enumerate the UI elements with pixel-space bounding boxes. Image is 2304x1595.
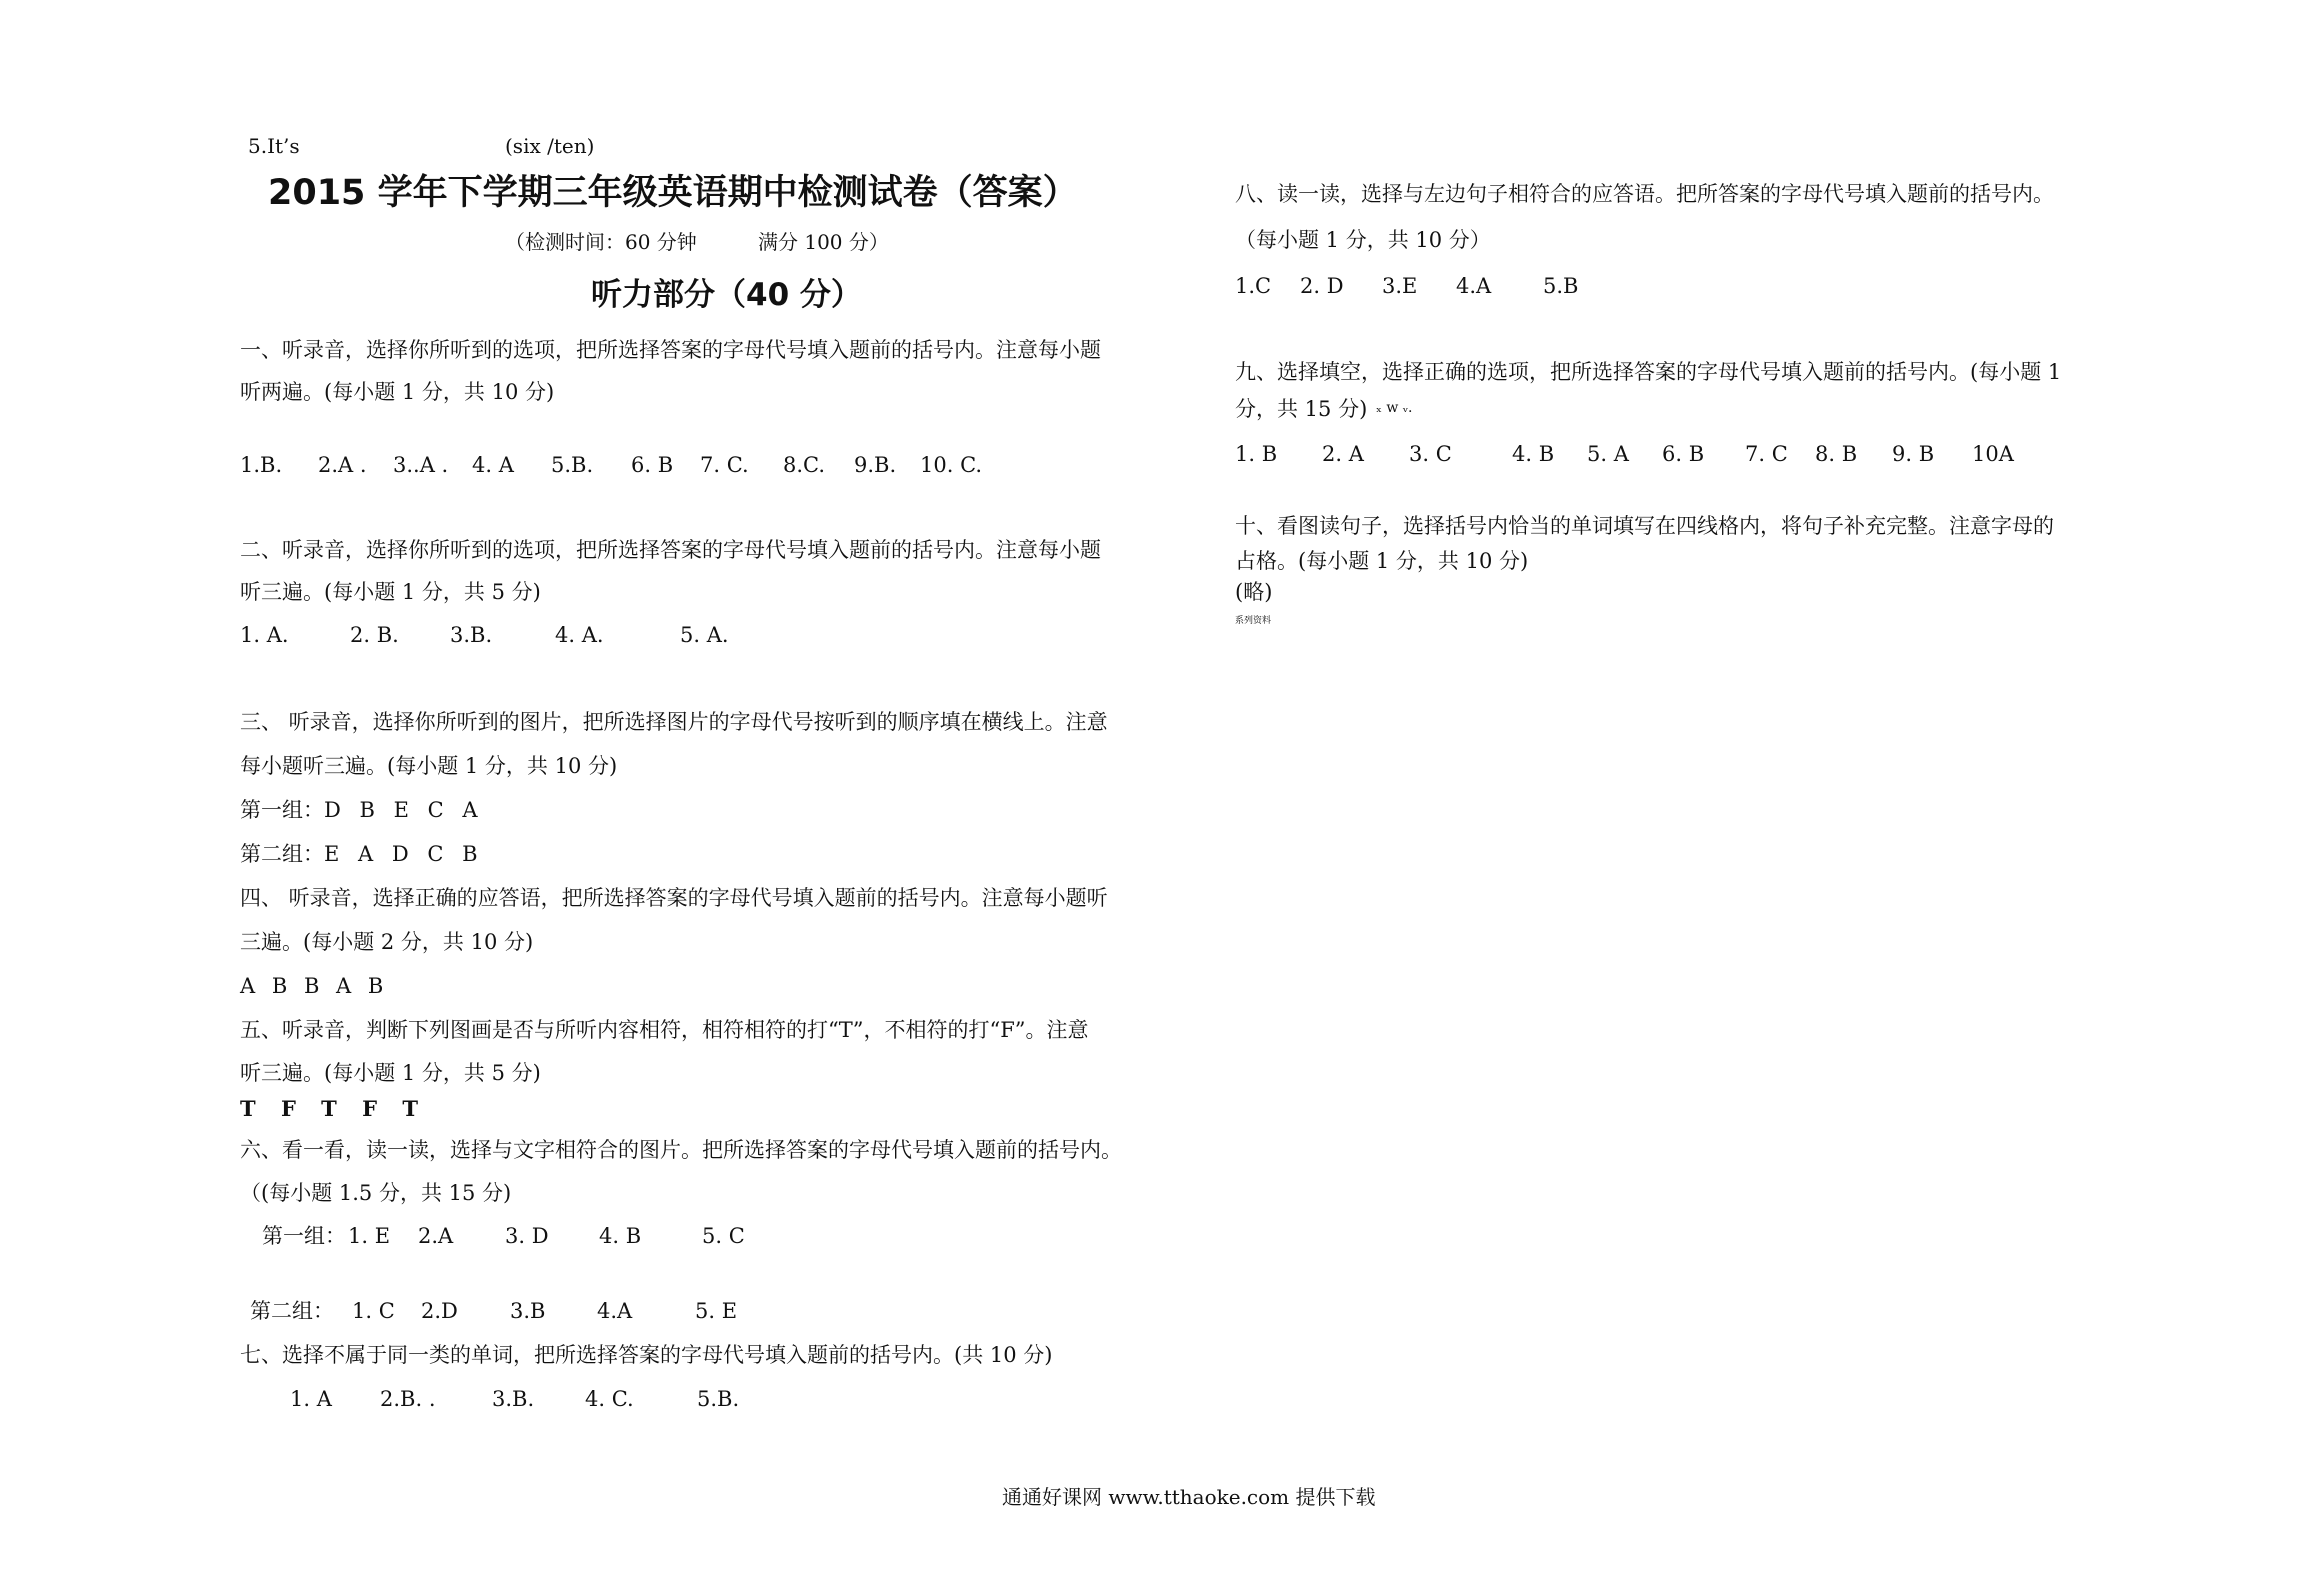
- sec1-answer-7: 7. C.: [700, 453, 749, 477]
- sec1-answer-10: 10. C.: [920, 453, 983, 477]
- sec3-group2: 第二组：E A D C B: [240, 842, 478, 866]
- sec7-answer-4: 4. C.: [585, 1387, 634, 1411]
- sec9-line2-marks: ₓ w ᵥ.: [1376, 400, 1413, 416]
- sec8-line2: （每小题 1 分，共 10 分）: [1235, 228, 1491, 252]
- sec1-answer-6: 6. B: [631, 453, 674, 477]
- sec9-line1: 九、选择填空，选择正确的选项，把所选择答案的字母代号填入题前的括号内。(每小题 1: [1235, 360, 2062, 384]
- sec6-group2-label: 第二组：: [250, 1299, 334, 1323]
- sec6-line1: 六、看一看，读一读，选择与文字相符合的图片。把所选择答案的字母代号填入题前的括号内。: [240, 1138, 1122, 1162]
- sec1-line2: 听两遍。(每小题 1 分，共 10 分): [240, 380, 555, 404]
- sec9-answer-2: 2. A: [1322, 442, 1364, 466]
- sec2-answer-3: 3.B.: [450, 623, 493, 647]
- sec10-line2: 占格。(每小题 1 分，共 10 分): [1235, 549, 1529, 573]
- sec9-answer-8: 8. B: [1815, 442, 1858, 466]
- sec7-line1: 七、选择不属于同一类的单词，把所选择答案的字母代号填入题前的括号内。(共 10 分): [240, 1343, 1053, 1367]
- sec9-answer-4: 4. B: [1512, 442, 1555, 466]
- sec9-answer-5: 5. A: [1587, 442, 1629, 466]
- sec6-group1-answer-3: 3. D: [505, 1224, 549, 1248]
- sec9-answer-6: 6. B: [1662, 442, 1705, 466]
- meta-score: 满分 100 分）: [758, 230, 889, 254]
- sec6-group2-answer-4: 4.A: [597, 1299, 633, 1323]
- listening-title: 听力部分（40 分）: [591, 277, 862, 313]
- sec2-answer-5: 5. A.: [680, 623, 729, 647]
- sec9-answer-10: 10A: [1972, 442, 2014, 466]
- sec6-group2-answer-3: 3.B: [510, 1299, 546, 1323]
- sec8-line1: 八、读一读，选择与左边句子相符合的应答语。把所答案的字母代号填入题前的括号内。: [1235, 182, 2054, 206]
- sec1-answer-8: 8.C.: [783, 453, 826, 477]
- sec6-group2-answer-5: 5. E: [695, 1299, 738, 1323]
- sec6-group1-answer-1: 1. E: [348, 1224, 391, 1248]
- sec7-answer-3: 3.B.: [492, 1387, 535, 1411]
- sec4-answers: A B B A B: [240, 974, 384, 998]
- sec7-answer-1: 1. A: [290, 1387, 332, 1411]
- sec9-answer-9: 9. B: [1892, 442, 1935, 466]
- sec2-line1: 二、听录音，选择你所听到的选项，把所选择答案的字母代号填入题前的括号内。注意每小题: [240, 538, 1101, 562]
- sec4-line1: 四、 听录音，选择正确的应答语，把所选择答案的字母代号填入题前的括号内。注意每小题听: [240, 886, 1108, 910]
- sec8-answer-3: 3.E: [1382, 274, 1418, 298]
- page-title: 2015 学年下学期三年级英语期中检测试卷（答案）: [268, 173, 1078, 213]
- sec7-answer-5: 5.B.: [697, 1387, 740, 1411]
- sec5-line2: 听三遍。(每小题 1 分，共 5 分): [240, 1061, 541, 1085]
- sec1-answer-2: 2.A .: [318, 453, 367, 477]
- sec8-answer-2: 2. D: [1300, 274, 1344, 298]
- sec1-answer-9: 9.B.: [854, 453, 897, 477]
- sec5-answers: T F T F T: [240, 1096, 418, 1121]
- sec3-group1: 第一组：D B E C A: [240, 798, 478, 822]
- sec8-answer-1: 1.C: [1235, 274, 1272, 298]
- meta-time: （检测时间：60 分钟: [505, 230, 697, 254]
- sec9-answer-7: 7. C: [1745, 442, 1788, 466]
- top-line-options: (six /ten): [505, 134, 595, 158]
- sec3-line2: 每小题听三遍。(每小题 1 分，共 10 分): [240, 754, 618, 778]
- sec2-answer-1: 1. A.: [240, 623, 289, 647]
- sec2-answer-4: 4. A.: [555, 623, 604, 647]
- sec2-answer-2: 2. B.: [350, 623, 399, 647]
- sec9-answer-3: 3. C: [1409, 442, 1452, 466]
- sec10-tiny-text: 系列资料: [1235, 616, 1272, 626]
- top-line-prefix: 5.It’s: [248, 134, 300, 158]
- sec1-answer-1: 1.B.: [240, 453, 283, 477]
- sec1-answer-3: 3..A .: [393, 453, 449, 477]
- sec1-line1: 一、听录音，选择你所听到的选项，把所选择答案的字母代号填入题前的括号内。注意每小题: [240, 338, 1101, 362]
- sec8-answer-4: 4.A: [1456, 274, 1492, 298]
- page-footer: 通通好课网 www.tthaoke.com 提供下载: [1002, 1485, 1376, 1509]
- sec9-line2: 分，共 15 分): [1235, 397, 1368, 421]
- sec10-note: (略): [1235, 580, 1273, 604]
- sec6-group1-answer-2: 2.A: [418, 1224, 454, 1248]
- sec2-line2: 听三遍。(每小题 1 分，共 5 分): [240, 580, 541, 604]
- sec6-group2-answer-1: 1. C: [352, 1299, 395, 1323]
- sec6-group1-answer-5: 5. C: [702, 1224, 745, 1248]
- sec5-line1: 五、听录音，判断下列图画是否与所听内容相符，相符相符的打“T”，不相符的打“F”。注意: [240, 1018, 1089, 1042]
- sec7-answer-2: 2.B. .: [380, 1387, 436, 1411]
- sec6-group1-answer-4: 4. B: [599, 1224, 642, 1248]
- sec3-line1: 三、 听录音，选择你所听到的图片，把所选择图片的字母代号按听到的顺序填在横线上。注意: [240, 710, 1108, 734]
- sec8-answer-5: 5.B: [1543, 274, 1579, 298]
- sec6-line2: （(每小题 1.5 分，共 15 分): [240, 1181, 512, 1205]
- sec9-answer-1: 1. B: [1235, 442, 1278, 466]
- sec1-answer-5: 5.B.: [551, 453, 594, 477]
- sec4-line2: 三遍。(每小题 2 分，共 10 分): [240, 930, 534, 954]
- sec6-group1-label: 第一组：: [262, 1224, 346, 1248]
- sec10-line1: 十、看图读句子，选择括号内恰当的单词填写在四线格内，将句子补充完整。注意字母的: [1235, 514, 2054, 538]
- sec6-group2-answer-2: 2.D: [421, 1299, 458, 1323]
- sec1-answer-4: 4. A: [472, 453, 514, 477]
